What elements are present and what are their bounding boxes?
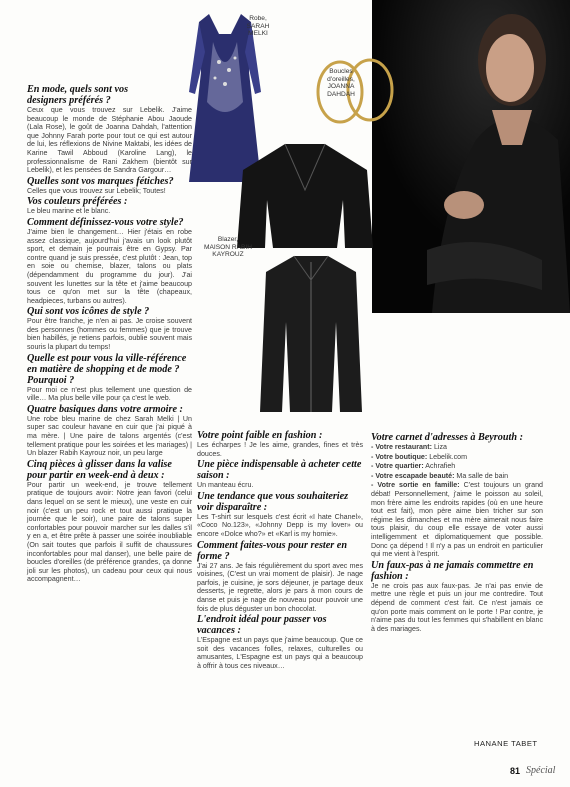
question-heading: Vos couleurs préférées : <box>27 196 128 208</box>
answer-text: J'ai 27 ans. Je fais régulièrement du sport avec mes voisines, (C'est un vrai moment de plaisir). Je nage parfois, je cuisine, je sors déjeuner, je partage deux desserts, je regrette, alors je pars à mon cours de danse et puis je nage de nouveau pour pouvoir une fois de plus déguster un bon chocolat. <box>197 561 363 613</box>
answer-text: Je ne crois pas aux faux-pas. Je n'ai pas envie de mettre une règle et puis un jour me contredire. Tout dépend de comment c'est fait. Ce n'est jamais ce qu'on porte mais comment on le porte ! Par contre, je n'aime pas du tout les femmes qui s'habillent en blanc à des mariages. <box>371 581 543 633</box>
answer-text: Un manteau écru. <box>197 481 254 490</box>
answer-text: Celles que vous trouvez sur Lebelik; Toutes! <box>27 186 166 195</box>
question-heading: Votre carnet d'adresses à Beyrouth : <box>371 432 523 443</box>
blazer-caption <box>198 236 258 259</box>
address-key: - Votre boutique: <box>371 452 428 461</box>
portrait-photo <box>372 0 570 313</box>
magazine-name: Spécial <box>526 765 556 776</box>
caption-line: d'oreilles, <box>327 75 355 83</box>
question-heading: En mode, quels sont vos designers préférés ? <box>27 84 129 106</box>
answer-text: J'aime bien le changement… Hier j'étais en robe assez classique, aujourd'hui j'avais un look plutôt sport, et demain je pourrais être en Gypsy. Par contre quand je suis pressée, c'est plutôt : Jean, top en soie ou chemise, blazer, talons ou plats (dépendamment du programme du jour). J'ai souvent les lunettes sur la tête et j'aime beaucoup tous ce qu'on met sur la tête (chapeaux, headpieces, turbans ou autres). <box>27 227 192 305</box>
address-value: Ma salle de bain <box>454 471 509 480</box>
question-heading: L'endroit idéal pour passer vos vacances : <box>197 614 327 637</box>
question-heading: Cinq pièces à glisser dans la valise pour partir en week-end à deux : <box>27 458 172 481</box>
address-item <box>371 453 543 462</box>
leather-jacket-image <box>256 252 366 418</box>
address-key: - Votre escapade beauté: <box>371 471 455 480</box>
question-heading: Quelles sont vos marques fétiches? <box>27 175 174 187</box>
caption-line: Blazer, <box>217 236 239 243</box>
address-list <box>371 443 543 559</box>
caption-line: MAISON RABIH <box>204 243 252 251</box>
address-item <box>371 481 543 558</box>
left-column <box>27 84 192 585</box>
address-item <box>371 443 543 452</box>
address-value: Liza <box>431 443 447 451</box>
question-heading: Comment définissez-vous votre style? <box>27 216 184 228</box>
question-heading: Votre point faible en fashion : <box>197 430 323 441</box>
address-item <box>371 472 543 481</box>
portrait-illustration <box>372 0 570 313</box>
question-heading: Une pièce indispensable à acheter cette saison : <box>197 459 362 482</box>
caption-line: MELKI <box>248 30 268 38</box>
answer-text: Pour moi ce n'est plus tellement une question de ville… Ma plus belle ville pour ça c'est le web. <box>27 385 192 403</box>
caption-line: KAYROUZ <box>212 251 244 259</box>
caption-line: JOANNA <box>327 83 355 91</box>
address-key: - Votre quartier: <box>371 462 424 471</box>
page-number: 81 <box>510 766 521 776</box>
answer-text: Les écharpes ! Je les aime, grandes, fines et très douces. <box>197 441 363 458</box>
caption-line: SARAH <box>246 22 270 30</box>
address-value: Lebelik.com <box>427 452 468 461</box>
answer-text: Pour être franche, je n'en ai pas. Je croise souvent des personnes (hommes ou femmes) que je trouve bien habillés, je retiens parfois, oublie souvent mais souris la plupart du temps! <box>27 317 192 352</box>
answer-text: Pour partir un week-end, je trouve tellement pratique de toujours avoir: Notre jean favori (celui dans lequel on se sent le mieux), une veste en cuir noir (c'est un peu rock et tout aussi pratique la journée que le soir), une paire de talons super confortables pour pouvoir marcher sur les dalles s'il y en a, et être prête à passer une soirée inoubliable (On sait toutes que parfois il suffit de chaussures inconfortables pour mal danser), une belle paire de boucles d'oreilles (de préférence grandes, ça donne joli sur les photos), un cadeau pour ceux qui nous accompagnent… <box>27 480 192 584</box>
answer-text: Le bleu marine et le blanc. <box>27 207 111 216</box>
question-heading: Quelle est pour vous la ville-référence en matière de shopping et de mode ? Pourquoi ? <box>27 352 187 386</box>
address-key: - Votre restaurant: <box>371 443 432 451</box>
address-value: Achrafieh <box>423 462 456 471</box>
right-column <box>371 432 543 634</box>
question-heading: Un faux-pas à ne jamais commettre en fashion : <box>371 559 534 582</box>
caption-line: Robe, <box>249 15 267 22</box>
address-key: - Votre sortie en famille: <box>371 481 460 490</box>
answer-text: Les T-shirt sur lesquels c'est écrit «I hate Chanel», «Coco No.123», «Johnny Depp is my lover» ou encore «Dolce who?» et «Karl is my homie». <box>197 512 363 538</box>
author-signature: HANANE TABET <box>474 739 538 748</box>
question-heading: Qui sont vos icônes de style ? <box>27 306 150 318</box>
address-item <box>371 462 543 471</box>
question-heading: Quatre basiques dans votre armoire : <box>27 403 183 415</box>
answer-text: Une robe bleu marine de chez Sarah Melki | Un super sac couleur havane en cuir que j'ai piqué à ma mère. | Une paire de talons argentés (c'est tellement pratique pour les soirées et les mariages) | Un blazer Rabih Kayrouz noir, un peu large <box>27 414 192 458</box>
question-heading: Comment faites-vous pour rester en forme ? <box>197 539 347 562</box>
caption-line: DAHDAH <box>327 90 355 98</box>
answer-text: L'Espagne est un pays que j'aime beaucoup. Que ce soit des vacances folles, relaxes, culturelles ou amusantes, L'Espagne est un pays qui a beaucoup à offrir à tous ces niveaux… <box>197 636 363 670</box>
caption-line: Boucles <box>329 68 353 75</box>
dress-caption <box>238 15 278 38</box>
address-value: C'est toujours un grand débat! Personnellement, j'aime le poisson au soleil, mon frère aime les endroits rapides (où en une heure tout est fait), mon père aime bien tricher sur son régime les dimanches et ma mère aimerait nous faire tous plaisir, du coup elle essaye de voter aussi intelligemment et diplomatiquement que possible. Donc ça dépend ! Il n'y a pas un endroit en particulier qui me vient à l'esprit. <box>371 481 543 559</box>
question-heading: Une tendance que vous souhaiteriez voir disparaître : <box>197 490 349 513</box>
answer-text: Ceux que vous trouvez sur Lebelik. J'aime beaucoup le monde de Stéphanie Abou Jaoude (Lala Rose), le goût de Joanna Dahdah, l'attention que Johnny Farah porte pour tout ce qui est autour de lui, les réflexions de Nivine Maktabi, les idées de Karine Tawil Abboud (Karoline Lang), le professionnalisme de Rani Zakhem (bientôt sur Lebelik), et les pensées de Sandra Gargour… <box>27 106 192 175</box>
middle-column <box>197 430 363 672</box>
earrings-caption <box>318 68 364 98</box>
